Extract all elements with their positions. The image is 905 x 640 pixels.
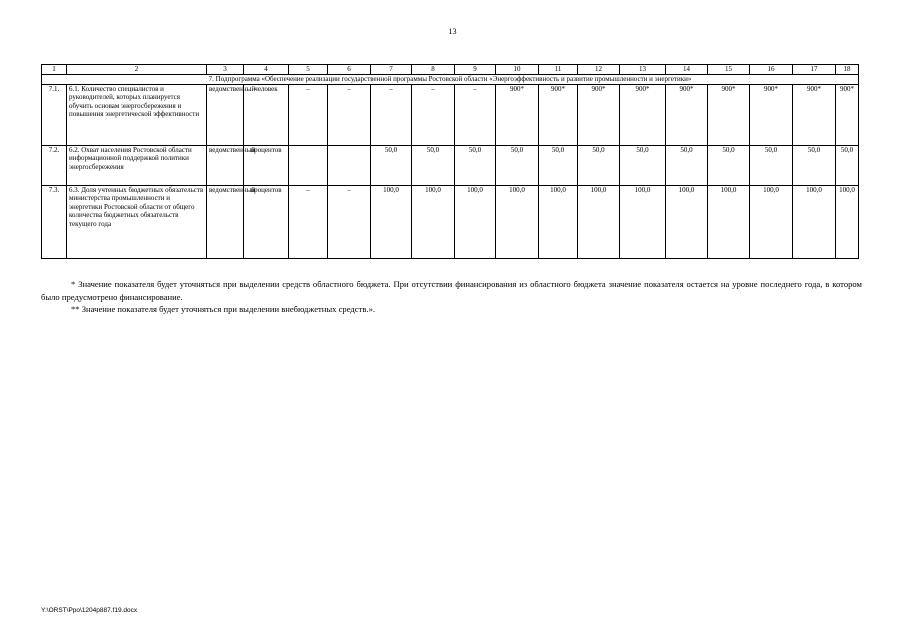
value-cell: 50,0 <box>708 146 750 186</box>
value-cell: 50,0 <box>666 146 708 186</box>
value-cell: 50,0 <box>836 146 859 186</box>
indicator-type: ведомственный <box>207 186 244 259</box>
indicator-name: 6.1. Количество специалистов и руководителей, которых планируется обучить основам энергосбережения и повышения энергетической эффективности <box>67 85 207 146</box>
indicator-type: ведомственный <box>207 85 244 146</box>
subprogram-row <box>42 75 859 85</box>
value-cell: 100,0 <box>793 186 836 259</box>
column-number: 13 <box>620 65 666 75</box>
unit: процентов <box>244 146 289 186</box>
value-cell <box>328 146 371 186</box>
column-number-row <box>42 65 859 75</box>
value-cell: 100,0 <box>496 186 539 259</box>
value-cell: 900* <box>708 85 750 146</box>
value-cell: 50,0 <box>578 146 620 186</box>
column-number: 18 <box>836 65 859 75</box>
value-cell: 900* <box>620 85 666 146</box>
indicator-name: 6.2. Охват населения Ростовской области информационной поддержкой политики энергосбережения <box>67 146 207 186</box>
page-number: 13 <box>448 27 457 36</box>
unit: человек <box>244 85 289 146</box>
column-number: 10 <box>496 65 539 75</box>
table-row <box>42 85 859 146</box>
value-cell: 50,0 <box>539 146 578 186</box>
value-cell: 50,0 <box>750 146 793 186</box>
table-row <box>42 146 859 186</box>
column-number: 2 <box>67 65 207 75</box>
value-cell <box>289 146 328 186</box>
column-number: 6 <box>328 65 371 75</box>
value-cell: – <box>412 85 455 146</box>
indicator-name: 6.3. Доля учтенных бюджетных обязательств министерства промышленности и энергетики Ростовской области от общего количества бюджетных обязательств текущего года <box>67 186 207 259</box>
unit: процентов <box>244 186 289 259</box>
column-number: 8 <box>412 65 455 75</box>
file-path: Y:\ORST\Ppo\1204p887.f19.docx <box>41 607 138 614</box>
value-cell: – <box>371 85 412 146</box>
value-cell: 50,0 <box>455 146 496 186</box>
column-number: 1 <box>42 65 67 75</box>
column-number: 17 <box>793 65 836 75</box>
value-cell: – <box>289 186 328 259</box>
indicators-table <box>41 64 859 259</box>
value-cell: – <box>328 186 371 259</box>
value-cell: 100,0 <box>620 186 666 259</box>
notes <box>41 278 862 316</box>
column-number: 7 <box>371 65 412 75</box>
value-cell: 100,0 <box>708 186 750 259</box>
value-cell: 100,0 <box>371 186 412 259</box>
value-cell: 100,0 <box>836 186 859 259</box>
row-number: 7.2. <box>42 146 67 186</box>
value-cell: 900* <box>793 85 836 146</box>
column-number: 16 <box>750 65 793 75</box>
subprogram-title: 7. Подпрограмма «Обеспечение реализации государственной программы Ростовской области «Энергоэффективность и развитие промышленности и энергетики» <box>42 75 859 85</box>
value-cell: – <box>289 85 328 146</box>
column-number: 14 <box>666 65 708 75</box>
value-cell: 50,0 <box>371 146 412 186</box>
column-number: 9 <box>455 65 496 75</box>
value-cell: 900* <box>750 85 793 146</box>
value-cell: 100,0 <box>666 186 708 259</box>
value-cell: 50,0 <box>412 146 455 186</box>
value-cell: 900* <box>666 85 708 146</box>
value-cell: 900* <box>836 85 859 146</box>
value-cell: – <box>328 85 371 146</box>
table-row <box>42 186 859 259</box>
value-cell: 50,0 <box>620 146 666 186</box>
column-number: 4 <box>244 65 289 75</box>
value-cell: 100,0 <box>750 186 793 259</box>
indicator-type: ведомственный <box>207 146 244 186</box>
value-cell: 900* <box>539 85 578 146</box>
value-cell: 900* <box>578 85 620 146</box>
note-extrabudget: ** Значение показателя будет уточняться при выделении внебюджетных средств.». <box>71 304 376 315</box>
row-number: 7.3. <box>42 186 67 259</box>
column-number: 15 <box>708 65 750 75</box>
column-number: 11 <box>539 65 578 75</box>
value-cell: 100,0 <box>539 186 578 259</box>
value-cell: 100,0 <box>412 186 455 259</box>
column-number: 5 <box>289 65 328 75</box>
note-budget: * Значение показателя будет уточняться при выделении средств областного бюджета. При отсутствии финансирования из областного бюджета значение показателя остается на уровне последнего года, в котором было предусмотрено финансирование. <box>41 279 862 302</box>
value-cell: 100,0 <box>455 186 496 259</box>
value-cell: 900* <box>496 85 539 146</box>
column-number: 12 <box>578 65 620 75</box>
row-number: 7.1. <box>42 85 67 146</box>
value-cell: 50,0 <box>793 146 836 186</box>
column-number: 3 <box>207 65 244 75</box>
value-cell: – <box>455 85 496 146</box>
value-cell: 100,0 <box>578 186 620 259</box>
value-cell: 50,0 <box>496 146 539 186</box>
